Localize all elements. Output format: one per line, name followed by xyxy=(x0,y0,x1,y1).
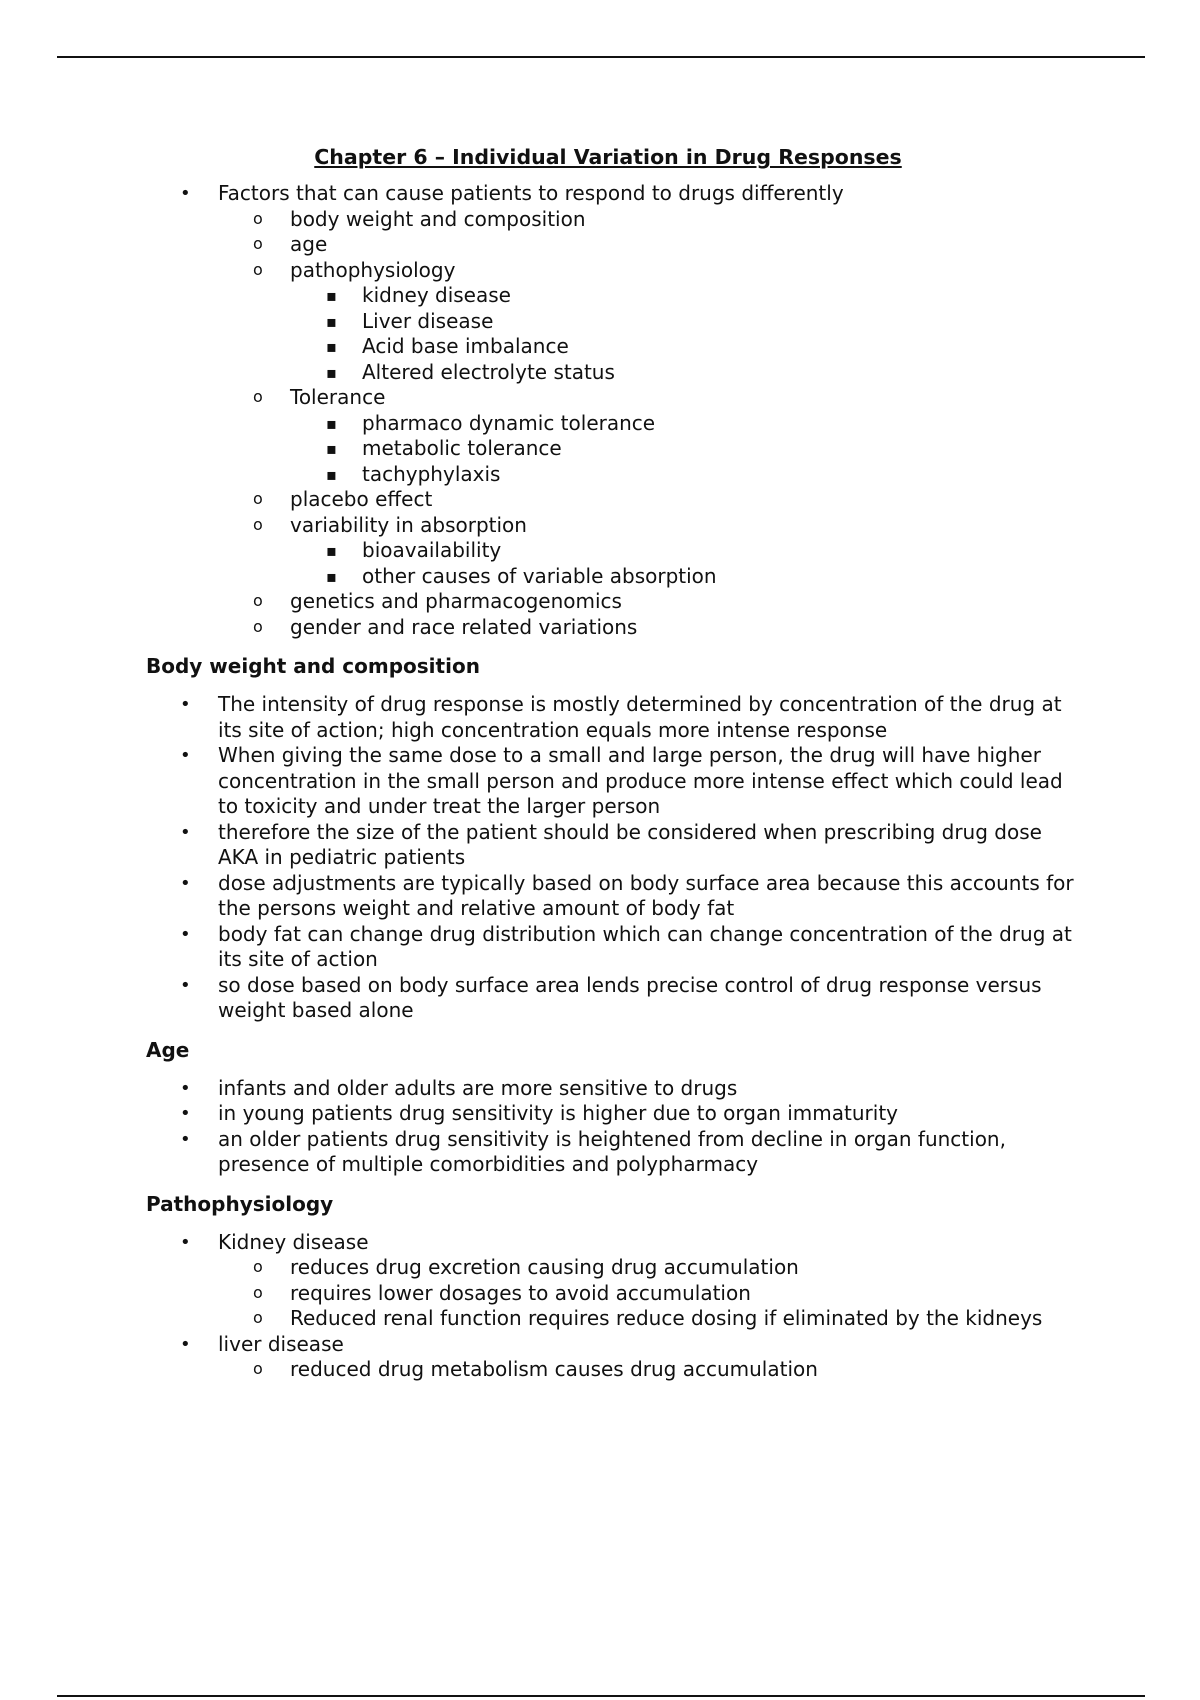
kidney-sublist xyxy=(218,1255,1080,1332)
pathophysiology-sublist xyxy=(290,283,1080,385)
list-item xyxy=(0,1101,1200,1127)
list-item-text: The intensity of drug response is mostly determined by concentration of the drug at its site of action; high concentration equals more intense response xyxy=(218,692,1062,742)
list-item xyxy=(0,1076,1200,1102)
list-item xyxy=(218,487,1080,513)
list-item xyxy=(290,360,1080,386)
list-item xyxy=(218,1357,1080,1383)
body-weight-list xyxy=(0,692,1200,1024)
list-item-text: pathophysiology xyxy=(290,257,456,282)
list-item-text: gender and race related variations xyxy=(290,614,638,639)
list-item-text: Kidney disease xyxy=(218,1229,369,1254)
list-item-text: infants and older adults are more sensitive to drugs xyxy=(218,1075,738,1100)
list-item-text: requires lower dosages to avoid accumulation xyxy=(290,1280,751,1305)
footer-rule xyxy=(57,1695,1145,1697)
list-item-text: in young patients drug sensitivity is higher due to organ immaturity xyxy=(218,1101,898,1125)
list-item xyxy=(0,181,1200,640)
list-item-text: genetics and pharmacogenomics xyxy=(290,589,622,613)
list-item-text: metabolic tolerance xyxy=(362,436,562,460)
list-item-text: dose adjustments are typically based on body surface area because this accounts for the persons weight and relative amount of body fat xyxy=(218,870,1074,920)
list-item xyxy=(0,820,1200,871)
list-item xyxy=(290,436,1080,462)
list-item xyxy=(290,564,1080,590)
list-item xyxy=(218,513,1080,590)
factors-list xyxy=(0,181,1200,640)
header-rule xyxy=(57,56,1145,58)
list-item-text: bioavailability xyxy=(362,538,502,562)
list-item-text: Reduced renal function requires reduce dosing if eliminated by the kidneys xyxy=(290,1306,1043,1330)
section-heading-pathophysiology: Pathophysiology xyxy=(146,1191,334,1216)
list-item-text: an older patients drug sensitivity is heightened from decline in organ function, presence of multiple comorbidities and polypharmacy xyxy=(218,1126,1006,1176)
list-item-text: placebo effect xyxy=(290,487,433,511)
list-item xyxy=(0,743,1200,820)
list-item xyxy=(290,411,1080,437)
list-item-text: reduced drug metabolism causes drug accumulation xyxy=(290,1357,818,1381)
list-item xyxy=(290,462,1080,488)
list-item xyxy=(0,973,1200,1024)
list-item xyxy=(218,207,1080,233)
list-item xyxy=(0,1332,1200,1383)
list-item xyxy=(290,538,1080,564)
list-item xyxy=(218,258,1080,386)
list-item-text: therefore the size of the patient should be considered when prescribing drug dose AKA in pediatric patients xyxy=(218,819,1042,869)
list-item xyxy=(218,385,1080,487)
list-item-text: age xyxy=(290,232,328,256)
liver-sublist xyxy=(218,1357,1080,1383)
list-item-text: liver disease xyxy=(218,1331,344,1356)
list-item xyxy=(218,589,1080,615)
list-item-text: reduces drug excretion causing drug accumulation xyxy=(290,1255,799,1279)
list-item-text: body fat can change drug distribution which can change concentration of the drug at its site of action xyxy=(218,921,1072,971)
absorption-sublist xyxy=(290,538,1080,589)
list-item xyxy=(0,922,1200,973)
list-item xyxy=(0,1230,1200,1332)
list-item-text: Factors that can cause patients to respond to drugs differently xyxy=(218,181,844,205)
list-item xyxy=(290,334,1080,360)
document-body xyxy=(0,145,1200,1397)
list-item-text: variability in absorption xyxy=(290,512,527,537)
list-item xyxy=(0,1127,1200,1178)
pathophysiology-list xyxy=(0,1230,1200,1383)
factors-sublist xyxy=(218,207,1080,641)
list-item xyxy=(0,871,1200,922)
tolerance-sublist xyxy=(290,411,1080,488)
list-item-text: Altered electrolyte status xyxy=(362,359,615,384)
list-item-text: body weight and composition xyxy=(290,206,586,231)
list-item xyxy=(218,1255,1080,1281)
list-item xyxy=(218,1281,1080,1307)
age-list xyxy=(0,1076,1200,1178)
list-item-text: Tolerance xyxy=(290,385,386,409)
list-item-text: kidney disease xyxy=(362,283,511,307)
list-item xyxy=(218,232,1080,258)
page-title: Chapter 6 – Individual Variation in Drug Responses xyxy=(314,145,902,169)
list-item-text: Liver disease xyxy=(362,308,494,333)
list-item-text: tachyphylaxis xyxy=(362,461,501,486)
list-item-text: When giving the same dose to a small and large person, the drug will have higher concentration in the small person and produce more intense effect which could lead to toxicity and under treat the larger person xyxy=(218,743,1063,818)
list-item-text: Acid base imbalance xyxy=(362,334,569,358)
list-item xyxy=(290,309,1080,335)
section-heading-age: Age xyxy=(146,1037,190,1062)
list-item xyxy=(0,692,1200,743)
list-item xyxy=(290,283,1080,309)
list-item xyxy=(218,615,1080,641)
list-item-text: other causes of variable absorption xyxy=(362,563,717,588)
section-heading-body-weight: Body weight and composition xyxy=(146,654,480,678)
list-item-text: pharmaco dynamic tolerance xyxy=(362,410,656,435)
list-item xyxy=(218,1306,1080,1332)
list-item-text: so dose based on body surface area lends precise control of drug response versus weight based alone xyxy=(218,972,1042,1022)
